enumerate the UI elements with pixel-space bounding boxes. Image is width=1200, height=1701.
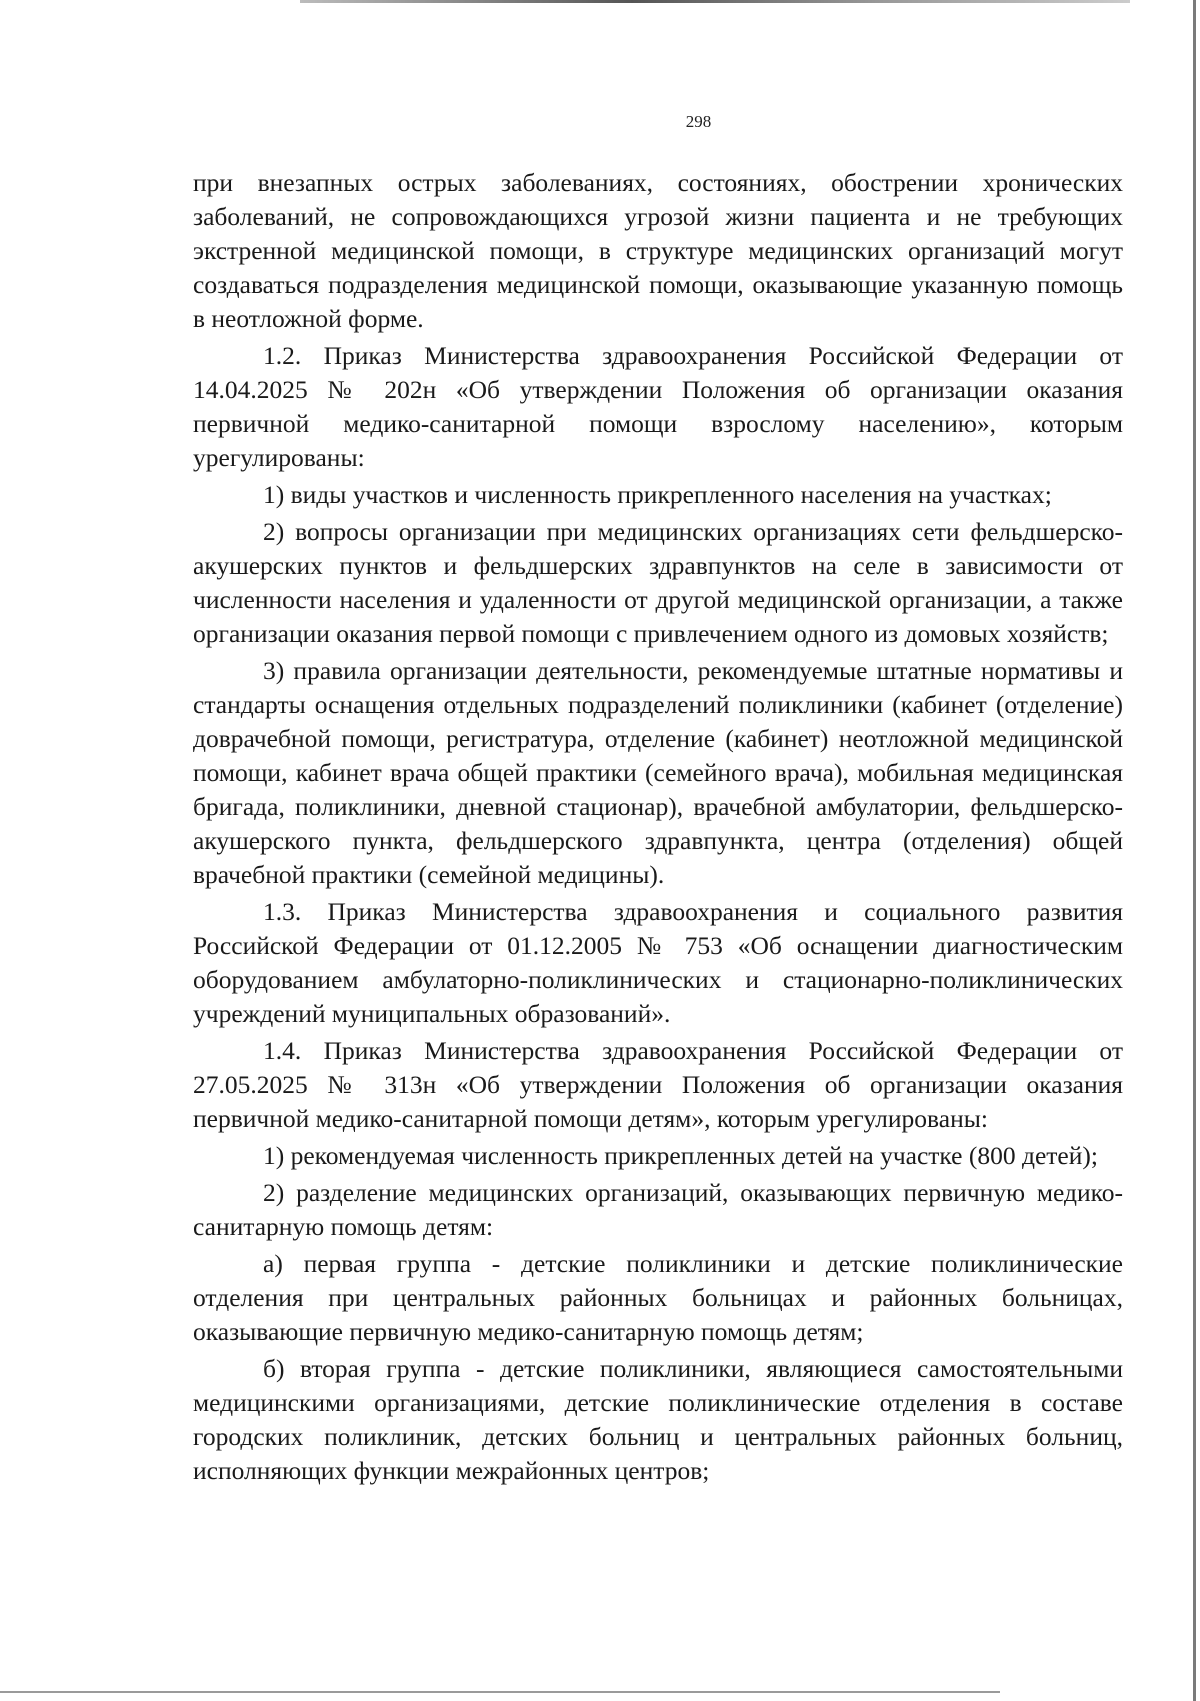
list-item-1: 1) виды участков и численность прикрепленного населения на участках;	[263, 480, 1052, 509]
list-item-group-a: а) первая группа - детские поликлиники и детские поликлинические отделения при центральных районных больницах и районных больницах, оказывающие первичную медико-санитарную помощь детям;	[193, 1249, 1123, 1346]
scan-edge-right	[1193, 0, 1196, 1701]
scan-edge-top	[300, 0, 1130, 3]
list-item-group-b: б) вторая группа - детские поликлиники, являющиеся самостоятельными медицинскими организациями, детские поликлинические отделения в составе городских поликлиник, детских больниц и центральных районных больниц, исполняющих функции межрайонных центров;	[193, 1354, 1123, 1485]
paragraph-continuation: при внезапных острых заболеваниях, состояниях, обострении хронических заболеваний, не сопровождающихся угрозой жизни пациента и не требующих экстренной медицинской помощи, в структуре медицинских организаций могут создаваться подразделения медицинской помощи, оказывающие указанную помощь в неотложной форме.	[193, 168, 1123, 333]
list-item-children-2: 2) разделение медицинских организаций, оказывающих первичную медико-санитарную помощь детям:	[193, 1178, 1123, 1241]
paragraph-order-1-2: 1.2. Приказ Министерства здравоохранения Российской Федерации от 14.04.2025 № 202н «Об утверждении Положения об организации оказания первичной медико-санитарной помощи взрослому населению», которым урегулированы:	[193, 341, 1123, 472]
scan-edge-bottom	[0, 1691, 1000, 1693]
list-item-children-1: 1) рекомендуемая численность прикрепленных детей на участке (800 детей);	[263, 1141, 1098, 1170]
page-number: 298	[685, 112, 712, 131]
paragraph-order-1-4: 1.4. Приказ Министерства здравоохранения Российской Федерации от 27.05.2025 № 313н «Об утверждении Положения об организации оказания первичной медико-санитарной помощи детям», которым урегулированы:	[193, 1036, 1123, 1133]
list-item-3: 3) правила организации деятельности, рекомендуемые штатные нормативы и стандарты оснащения отдельных подразделений поликлиники (кабинет (отделение) доврачебной помощи, регистратура, отделение (кабинет) неотложной медицинской помощи, кабинет врача общей практики (семейного врача), мобильная медицинская бригада, поликлиники, дневной стационар), врачебной амбулатории, фельдшерско-акушерского пункта, фельдшерского здравпункта, центра (отделения) общей врачебной практики (семейной медицины).	[193, 656, 1123, 889]
document-body	[193, 166, 1123, 1488]
list-item-2: 2) вопросы организации при медицинских организациях сети фельдшерско-акушерских пунктов и фельдшерских здравпунктов на селе в зависимости от численности населения и удаленности от другой медицинской организации, а также организации оказания первой помощи с привлечением одного из домовых хозяйств;	[193, 517, 1123, 648]
paragraph-order-1-3: 1.3. Приказ Министерства здравоохранения и социального развития Российской Федерации от 01.12.2005 № 753 «Об оснащении диагностическим оборудованием амбулаторно-поликлинических и стационарно-поликлинических учреждений муниципальных образований».	[193, 897, 1123, 1028]
